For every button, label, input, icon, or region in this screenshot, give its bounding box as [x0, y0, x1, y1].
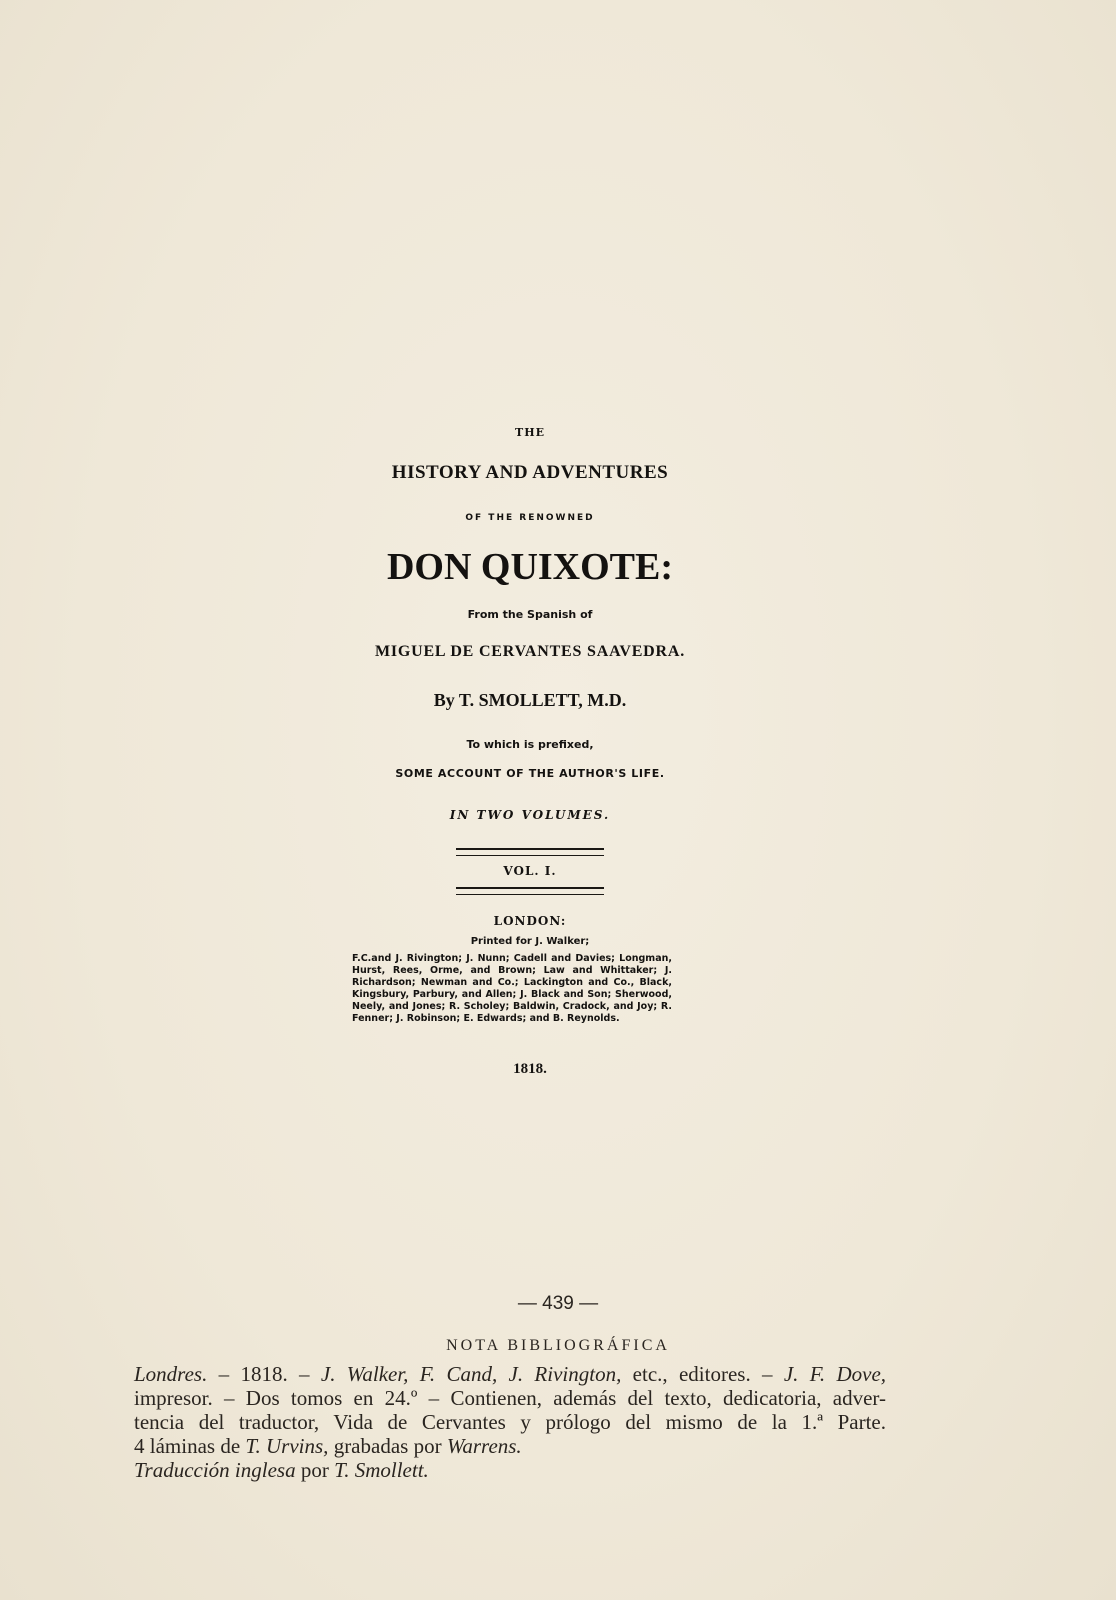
- title-author: MIGUEL DE CERVANTES SAAVEDRA.: [374, 643, 686, 660]
- nota-text: Traducción inglesa: [134, 1458, 296, 1482]
- double-rule-top: [456, 848, 604, 856]
- nota-text: etc., editores. –: [621, 1362, 784, 1386]
- title-imprint: F.C.and J. Rivington; J. Nunn; Cadell and Davies; Longman, Hurst, Rees, Orme, and Brown; Law and Whittaker; J. Richardson; Newman and Co.; Lackington and Co., Black, Kingsbury, Parbury, and Allen; J. Black and Son; Sherwood, Neely, and Jones; R. Scholey; Baldwin, Cradock, and Joy; R. Fenner; J. Robinson; E. Edwards; and B. Reynolds.: [352, 953, 672, 1024]
- nota-line-4: [134, 1434, 886, 1458]
- nota-text: J. F. Dove,: [783, 1362, 887, 1386]
- title-account: SOME ACCOUNT OF THE AUTHOR'S LIFE.: [395, 767, 665, 780]
- title-from-spanish: From the Spanish of: [467, 608, 593, 621]
- nota-line-2: impresor. – Dos tomos en 24.º – Contienen, además del texto, dedicatoria, adver-: [134, 1386, 886, 1410]
- title-volumes: IN TWO VOLUMES.: [449, 808, 611, 822]
- nota-body: [134, 1362, 886, 1482]
- title-don-quixote: DON QUIXOTE:: [386, 546, 674, 588]
- double-rule-bottom: [456, 887, 604, 895]
- title-translator: By T. SMOLLETT, M.D.: [433, 690, 627, 710]
- nota-text: Londres.: [134, 1362, 208, 1386]
- page-number: — 439 —: [517, 1293, 599, 1314]
- nota-text: Warrens.: [446, 1434, 522, 1458]
- title-of-the-renowned: OF THE RENOWNED: [465, 513, 595, 523]
- nota-heading: NOTA BIBLIOGRÁFICA: [446, 1337, 670, 1354]
- nota-line-1: [134, 1362, 886, 1386]
- nota-line-3: tencia del traductor, Vida de Cervantes y prólogo del mismo de la 1.ª Parte.: [134, 1410, 886, 1434]
- title-prefixed: To which is prefixed,: [466, 738, 594, 751]
- nota-text: por: [295, 1458, 335, 1482]
- title-the: THE: [515, 426, 545, 439]
- nota-text: grabadas por: [328, 1434, 447, 1458]
- title-vol: VOL. I.: [503, 864, 557, 878]
- nota-line-5: [134, 1458, 886, 1482]
- title-year: 1818.: [513, 1061, 547, 1077]
- nota-text: T. Smollett.: [334, 1458, 429, 1482]
- nota-text: – 1818. –: [207, 1362, 321, 1386]
- title-london: LONDON:: [493, 914, 567, 928]
- title-history: HISTORY AND ADVENTURES: [391, 462, 669, 483]
- nota-text: T. Urvins,: [245, 1434, 329, 1458]
- nota-text: 4 láminas de: [134, 1434, 246, 1458]
- title-printed-for: Printed for J. Walker;: [470, 936, 590, 947]
- nota-text: J. Walker, F. Cand, J. Rivington,: [320, 1362, 622, 1386]
